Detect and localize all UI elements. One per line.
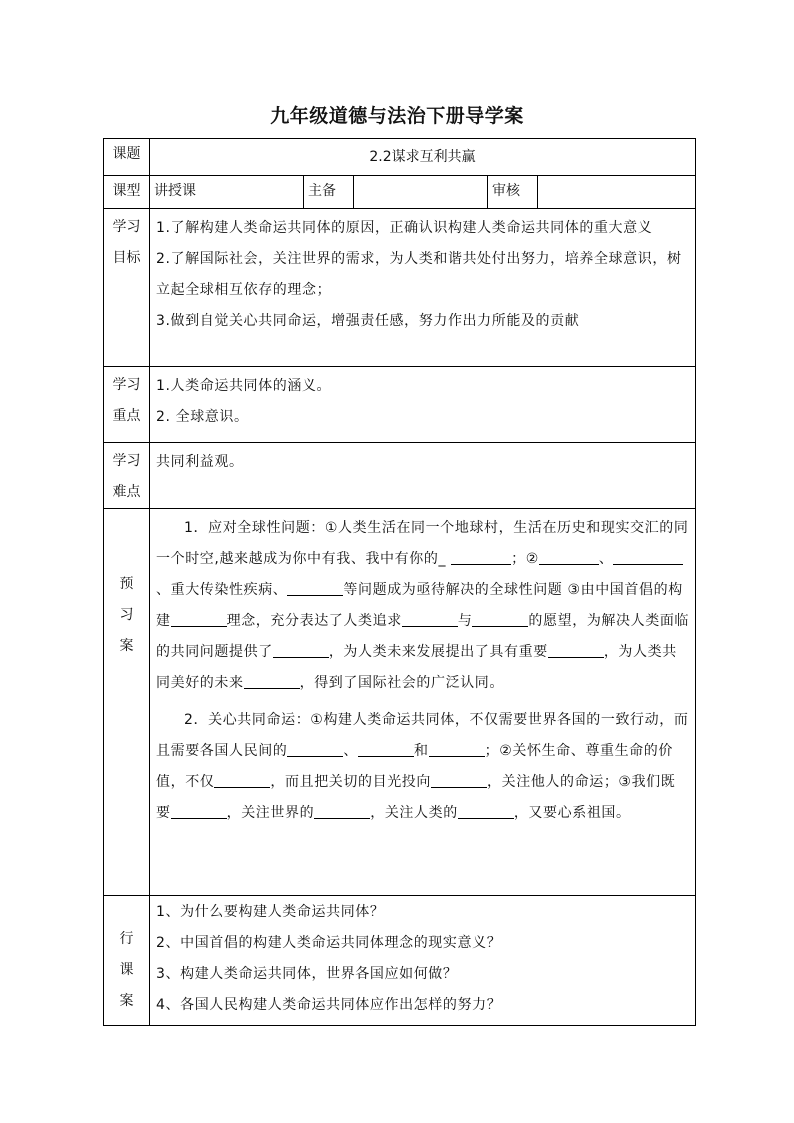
row-topic [104,139,696,176]
answer-blank[interactable] [539,548,599,565]
review-value[interactable] [538,176,696,209]
difficulty-content [150,443,696,509]
answer-blank[interactable] [314,802,370,819]
practice-content [150,896,696,1026]
answer-blank[interactable] [548,641,604,658]
keypoint-item: 1.人类命运共同体的涵义。 [156,378,332,394]
difficulty-label: 学习 难点 [104,443,150,509]
goal-item: 1.了解构建人类命运共同体的原因，正确认识构建人类命运共同体的重大意义 [156,220,653,236]
answer-blank[interactable] [358,740,414,757]
answer-blank[interactable] [214,771,270,788]
practice-question: 3、构建人类命运共同体，世界各国应如何做？ [156,966,458,982]
row-practice [104,896,696,1026]
row-goals [104,209,696,367]
practice-question: 2、中国首倡的构建人类命运共同体理念的现实意义？ [156,935,502,951]
answer-blank[interactable] [287,740,343,757]
practice-question: 1、为什么要构建人类命运共同体？ [156,904,385,920]
answer-blank[interactable] [171,610,227,627]
lead-value[interactable] [354,176,488,209]
goal-item: 2.了解国际社会，关注世界的需求，为人类和谐共处付出努力，培养全球意识，树立起全球相互依存的理念； [156,251,682,298]
practice-label: 行 课 案 [104,896,150,1026]
type-value: 讲授课 [150,176,304,209]
practice-question: 4、各国人民构建人类命运共同体应作出怎样的努力？ [156,997,502,1013]
lead-label: 主备 [304,176,354,209]
answer-blank[interactable] [429,740,485,757]
answer-blank[interactable] [402,610,458,627]
answer-blank[interactable] [171,802,227,819]
review-label: 审核 [488,176,538,209]
page-title: 九年级道德与法治下册导学案 [270,105,524,127]
answer-blank[interactable] [451,548,511,565]
row-keypoints [104,367,696,443]
row-difficulty [104,443,696,509]
topic-label: 课题 [104,139,150,176]
keypoint-item: 2. 全球意识。 [156,409,249,425]
preview-paragraph-2: 2．关心共同命运：①构建人类命运共同体，不仅需要世界各国的一致行动，而且需要各国人民间的 、 和 ；②关怀生命、尊重生命的价值，不仅 ，而且把关切的目光投向 ，关注他人的命运；③我们既要 ，关注世界的 ，关注人类的 ，又要心系祖国。 [156,712,689,821]
row-type [104,176,696,209]
study-guide-table [103,138,696,1026]
keypoints-label: 学习 重点 [104,367,150,443]
goal-item: 3.做到自觉关心共同命运，增强责任感，努力作出力所能及的贡献 [156,313,580,329]
answer-blank[interactable] [273,641,329,658]
topic-value: 2.2谋求互利共赢 [150,139,696,176]
goals-label: 学习 目标 [104,209,150,367]
preview-label: 预 习 案 [104,509,150,896]
preview-content [150,509,696,896]
answer-blank[interactable] [613,548,683,565]
answer-blank[interactable] [287,579,343,596]
row-preview [104,509,696,896]
goals-content [150,209,696,367]
answer-blank[interactable] [244,672,300,689]
answer-blank[interactable] [431,771,487,788]
answer-blank[interactable] [458,802,514,819]
type-label: 课型 [104,176,150,209]
preview-paragraph-1: 1．应对全球性问题：①人类生活在同一个地球村，生活在历史和现实交汇的同一个时空,越来越成为你中有我、我中有你的_ ；② 、、重大传染性疾病、 等问题成为亟待解决的全球性问题 ③由中国首倡的构建 理念，充分表达了人类追求 与 的愿望，为解决人类面临的共同问题提供了 ，为人类未来发展提出了具有重要 ，为人类共同美好的未来 ，得到了国际社会的广泛认同。 [156,520,690,691]
keypoints-content [150,367,696,443]
difficulty-value: 共同利益观。 [156,454,244,470]
answer-blank[interactable] [472,610,528,627]
